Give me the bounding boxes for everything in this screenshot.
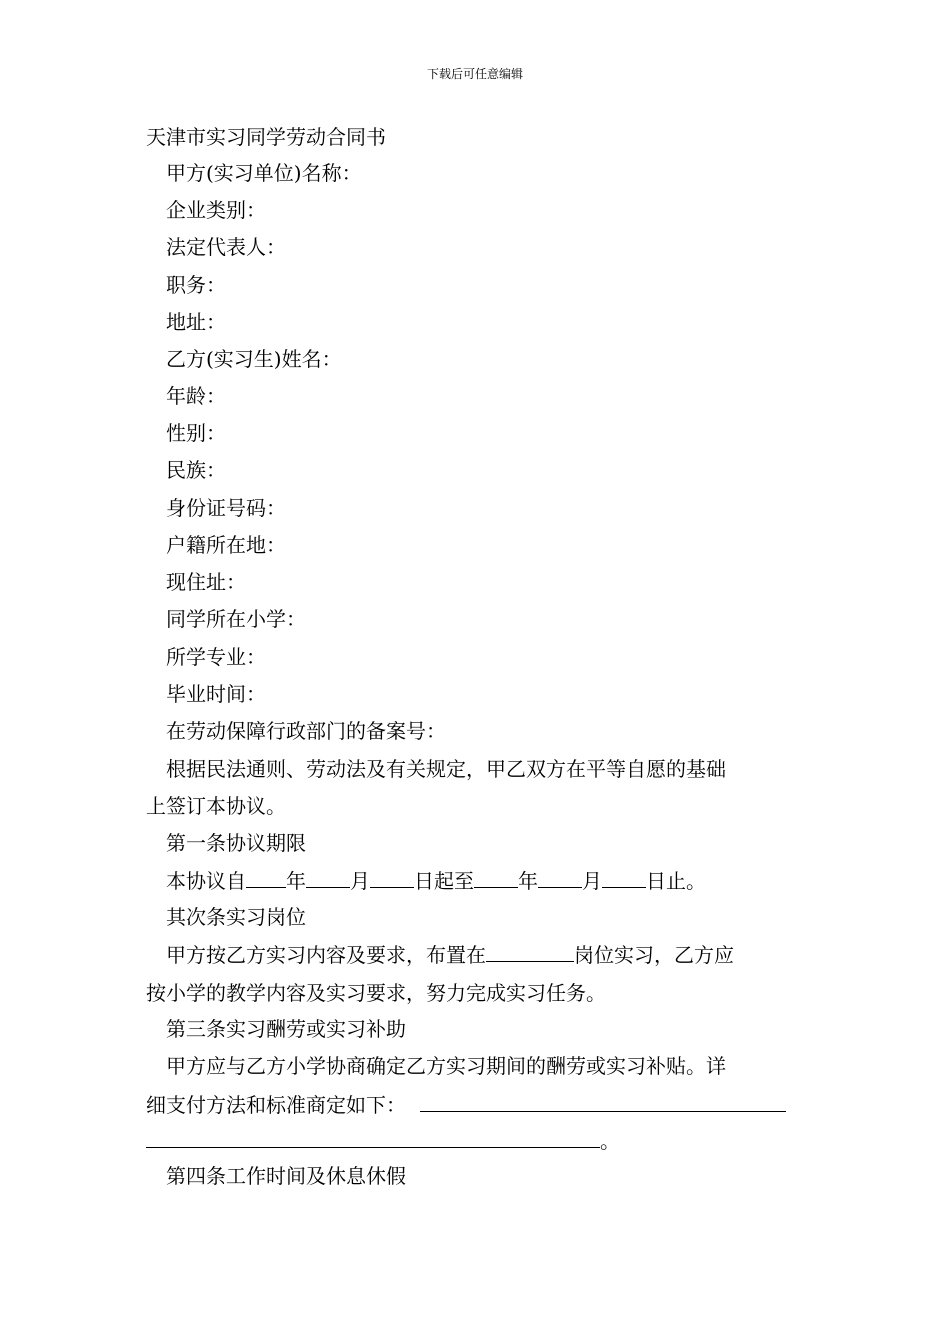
field-party-b-name: 乙方(实习生)姓名： bbox=[166, 347, 342, 371]
article-4-heading: 第四条工作时间及休息休假 bbox=[166, 1164, 406, 1188]
field-position: 职务： bbox=[166, 273, 226, 297]
field-filing-number: 在劳动保障行政部门的备案号： bbox=[166, 719, 446, 743]
start-year-blank bbox=[246, 867, 286, 888]
field-graduation-time: 毕业时间： bbox=[166, 682, 266, 706]
end-year-blank bbox=[474, 867, 518, 888]
field-legal-representative: 法定代表人： bbox=[166, 235, 286, 259]
term-prefix: 本协议自 bbox=[166, 869, 246, 893]
payment-method-blank-1 bbox=[420, 1091, 786, 1112]
term-suffix: 日止。 bbox=[646, 869, 706, 893]
article-3-text: 细支付方法和标准商定如下： bbox=[146, 1093, 406, 1117]
field-age: 年龄： bbox=[166, 384, 226, 408]
article-2-text-a: 甲方按乙方实习内容及要求，布置在 bbox=[166, 943, 486, 967]
article-2-line-2: 按小学的教学内容及实习要求，努力完成实习任务。 bbox=[146, 981, 606, 1005]
field-major: 所学专业： bbox=[166, 645, 266, 669]
end-month-blank bbox=[538, 867, 582, 888]
post-blank bbox=[486, 941, 574, 962]
article-1-heading: 第一条协议期限 bbox=[166, 831, 306, 855]
field-party-a-name: 甲方(实习单位)名称： bbox=[166, 161, 362, 185]
article-2-heading: 其次条实习岗位 bbox=[166, 905, 306, 929]
article-1-term bbox=[166, 867, 706, 894]
field-household-registration: 户籍所在地： bbox=[166, 533, 286, 557]
payment-method-blank-2 bbox=[146, 1127, 600, 1148]
article-2-line-1 bbox=[166, 941, 734, 968]
field-gender: 性别： bbox=[166, 421, 226, 445]
term-word-day-to: 日起至 bbox=[414, 869, 474, 893]
start-month-blank bbox=[306, 867, 350, 888]
term-word-year-2: 年 bbox=[518, 869, 538, 893]
document-title: 天津市实习同学劳动合同书 bbox=[146, 125, 386, 149]
field-enterprise-type: 企业类别： bbox=[166, 198, 266, 222]
article-2-text-b: 岗位实习，乙方应 bbox=[574, 943, 734, 967]
term-word-month-2: 月 bbox=[582, 869, 602, 893]
article-3-line-2 bbox=[146, 1091, 786, 1118]
intro-line-2: 上签订本协议。 bbox=[146, 794, 286, 818]
article-3-line-3 bbox=[146, 1127, 620, 1154]
field-address: 地址： bbox=[166, 310, 226, 334]
term-word-month: 月 bbox=[350, 869, 370, 893]
field-current-address: 现住址： bbox=[166, 570, 246, 594]
intro-line-1: 根据民法通则、劳动法及有关规定，甲乙双方在平等自愿的基础 bbox=[166, 757, 726, 781]
article-3-line-1: 甲方应与乙方小学协商确定乙方实习期间的酬劳或实习补贴。详 bbox=[166, 1054, 726, 1078]
start-day-blank bbox=[370, 867, 414, 888]
field-school: 同学所在小学： bbox=[166, 607, 306, 631]
article-3-heading: 第三条实习酬劳或实习补助 bbox=[166, 1017, 406, 1041]
article-3-period: 。 bbox=[600, 1129, 620, 1153]
page-header: 下载后可任意编辑 bbox=[426, 67, 523, 81]
field-ethnicity: 民族： bbox=[166, 458, 226, 482]
field-id-number: 身份证号码： bbox=[166, 496, 286, 520]
end-day-blank bbox=[602, 867, 646, 888]
term-word-year: 年 bbox=[286, 869, 306, 893]
